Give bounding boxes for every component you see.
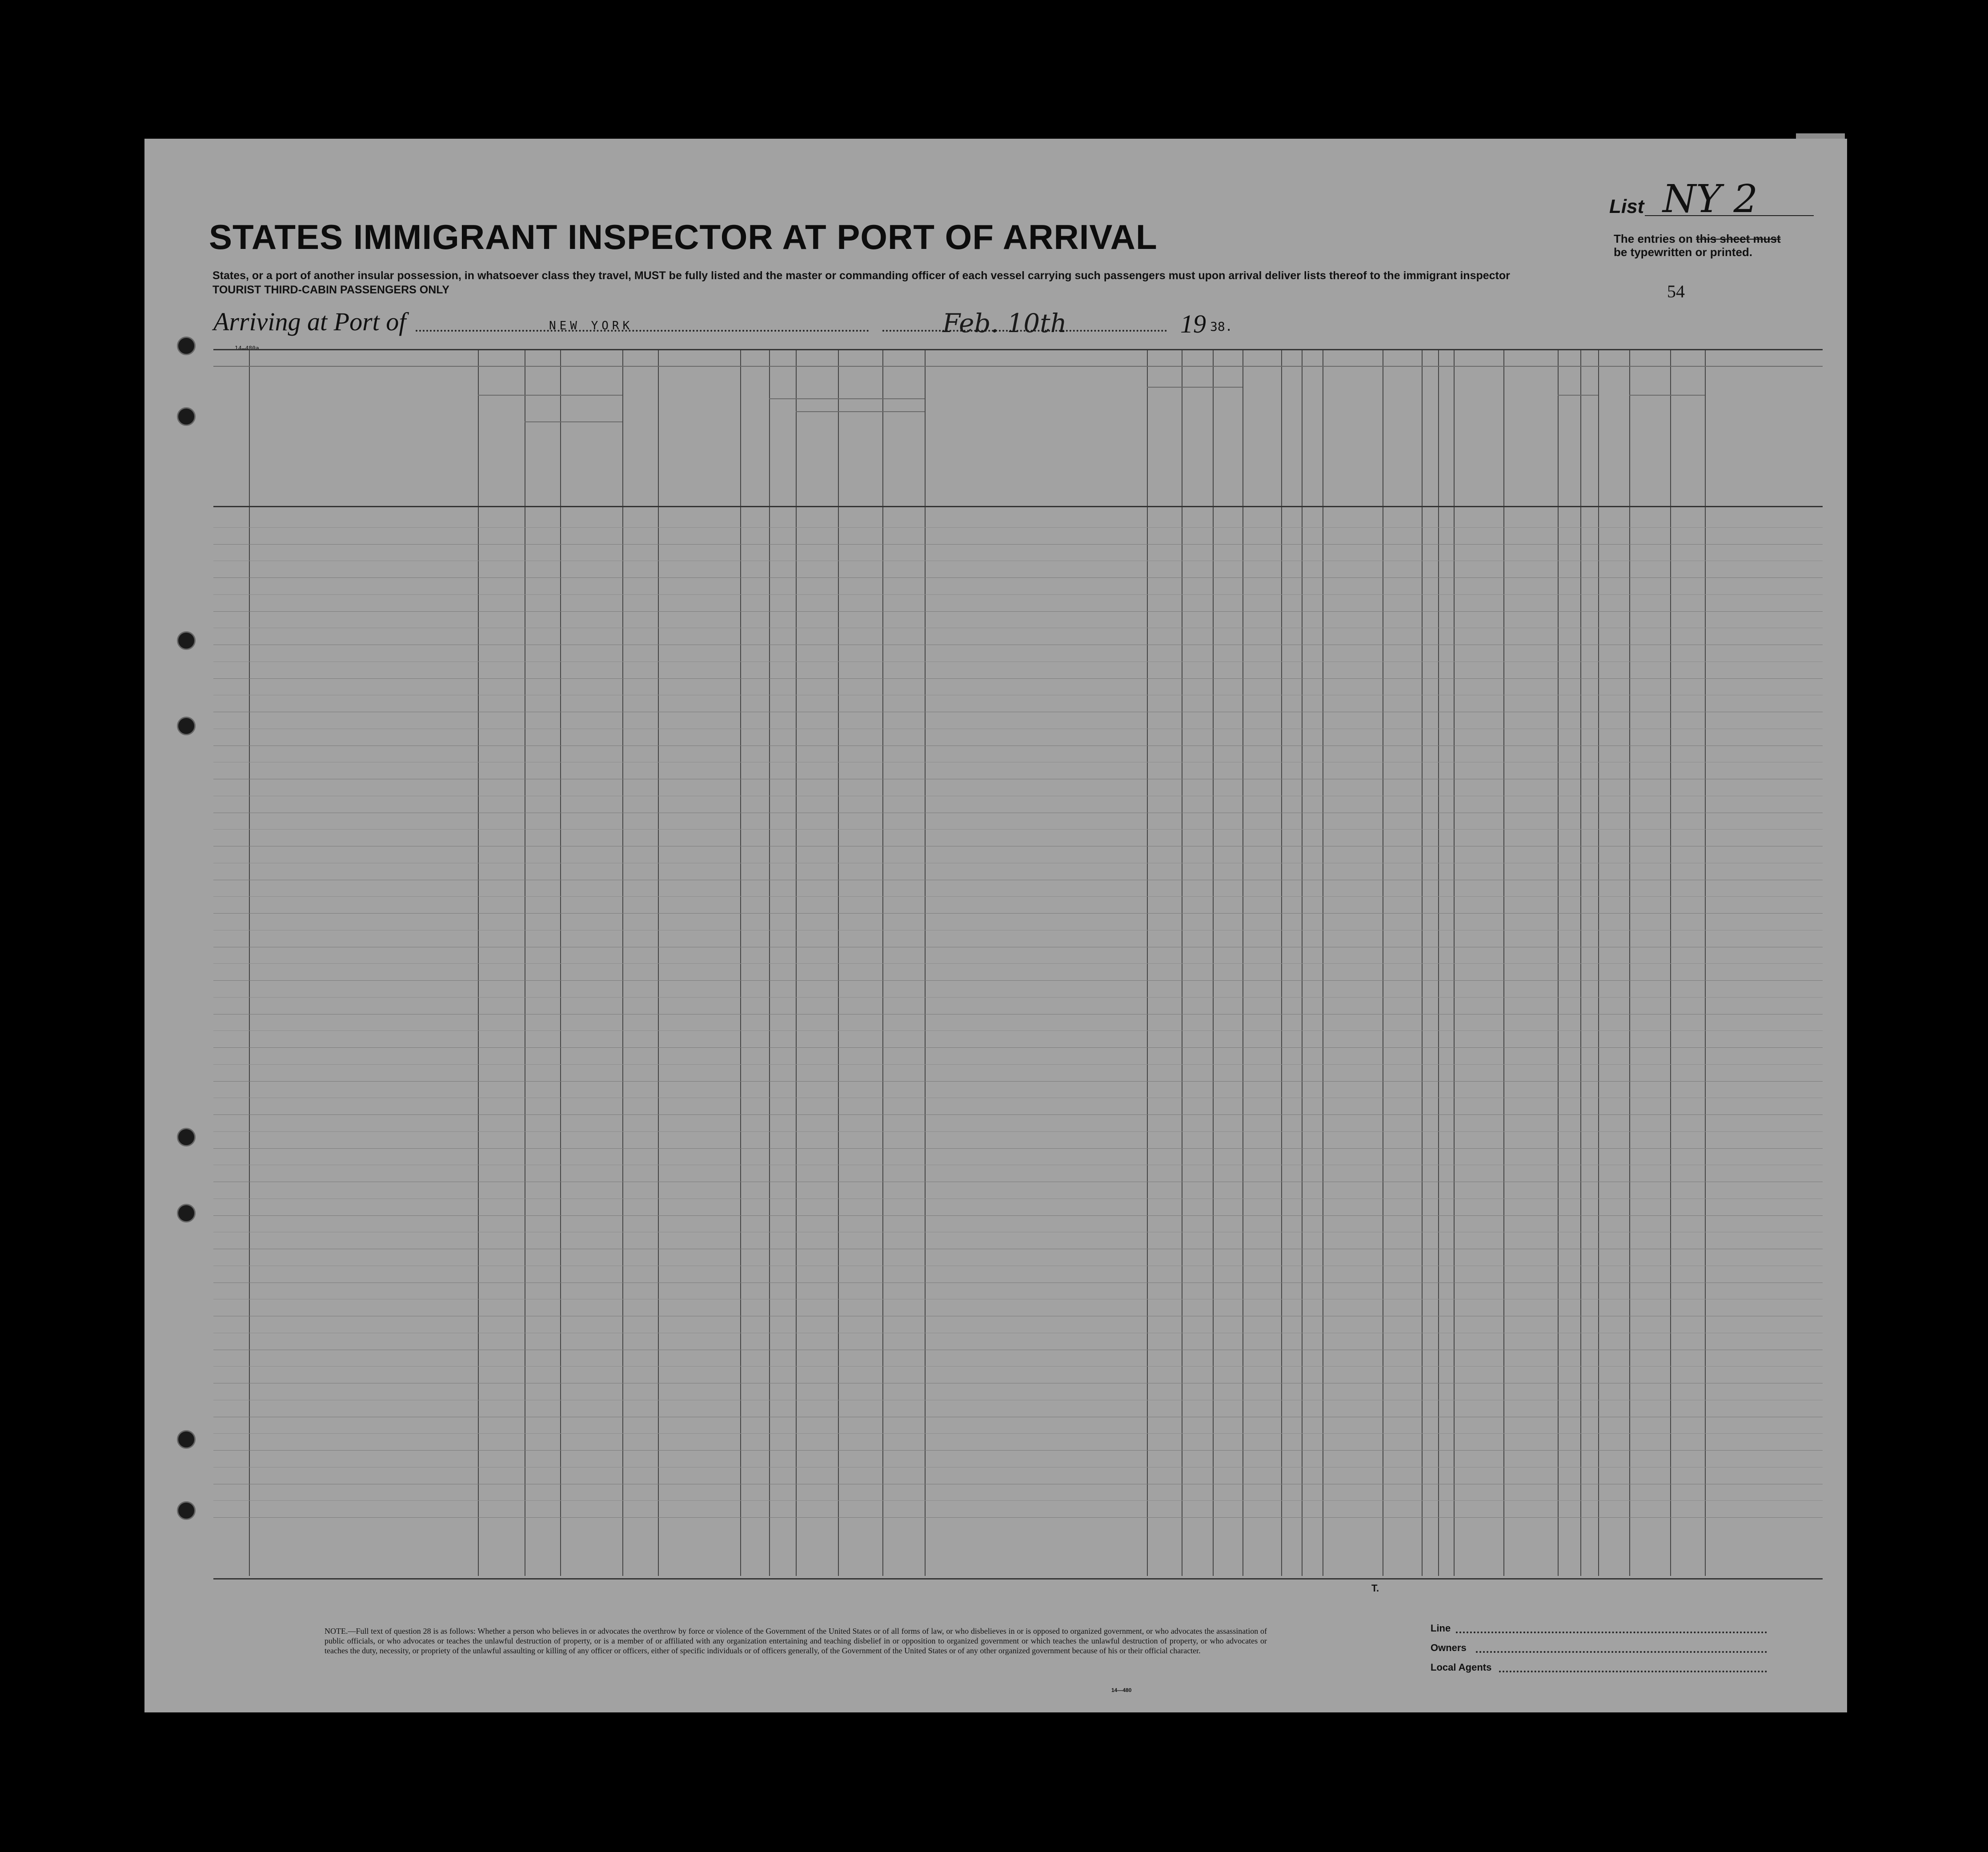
row-rule — [213, 1114, 1823, 1115]
port-value: NEW YORK — [549, 319, 633, 333]
form-title: STATES IMMIGRANT INSPECTOR AT PORT OF ARRIVAL — [209, 217, 1158, 257]
final-destination-rule — [478, 395, 622, 396]
punch-hole — [177, 631, 196, 650]
row-subrule — [213, 1366, 1823, 1367]
passenger-class: TOURIST THIRD-CABIN PASSENGERS ONLY — [212, 284, 449, 296]
form-number: 14—480a — [235, 345, 259, 352]
header-number-rule — [213, 366, 1823, 367]
row-rule — [213, 611, 1823, 612]
row-subrule — [213, 1131, 1823, 1132]
t-mark: T. — [1371, 1583, 1379, 1594]
agents-dotline — [1499, 1671, 1767, 1672]
q29-header — [1384, 372, 1420, 503]
purpose-c-header — [1214, 390, 1241, 504]
row-subrule — [213, 594, 1823, 595]
q31-header — [1440, 372, 1452, 503]
row-subrule — [213, 1433, 1823, 1434]
row-rule — [213, 1215, 1823, 1216]
purpose-rule — [1147, 387, 1242, 388]
color-of-rule — [1629, 395, 1705, 396]
row-rule — [213, 980, 1823, 981]
row-rule — [213, 913, 1823, 914]
manifest-table — [213, 349, 1823, 1579]
row-rule — [213, 678, 1823, 679]
question-28-note: NOTE.—Full text of question 28 is as follows: Whether a person who believes in or advocates the overthrow by force or violence of the Government of the United States or of all forms of law, or who disbelieves in or is opposed to organized government, or who advocates the assassination of public officials, or who advocates or teaches the unlawful destruction of property, or is a member of or affiliated with any organization entertaining and teaching disbelief in or opposition to organized government or which teaches the unlawful destruction of property, or who advocates or teaches the duty, necessity, or propriety of the unlawful assaulting or killing of any officer or officers, either of specific individuals or of officers generally, of the Government of the United States or of any other organized government because of his or their official character. — [325, 1627, 1267, 1655]
line-dotline — [1456, 1632, 1767, 1633]
punch-hole — [177, 1204, 196, 1223]
fifty-header — [742, 372, 767, 503]
punch-hole — [177, 1128, 196, 1146]
row-subrule — [213, 963, 1823, 964]
agents-label: Local Agents — [1431, 1662, 1492, 1673]
polygamist-header — [1283, 372, 1300, 503]
row-rule — [213, 1148, 1823, 1149]
ticket-header — [624, 372, 656, 503]
purpose-b-header — [1183, 390, 1211, 504]
arriving-label: Arriving at Port of — [213, 307, 406, 336]
list-underline — [1645, 215, 1814, 216]
list-label: List — [1609, 196, 1644, 217]
row-subrule — [213, 1500, 1823, 1501]
if-yes-rule — [796, 411, 925, 412]
row-rule — [213, 1450, 1823, 1451]
year-prefix: 19 — [1180, 309, 1206, 338]
row-rule — [213, 577, 1823, 578]
row-subrule — [213, 527, 1823, 528]
row-subrule — [213, 896, 1823, 897]
owners-label: Owners — [1431, 1642, 1467, 1653]
row-subrule — [213, 661, 1823, 662]
owners-dotline — [1476, 1651, 1767, 1653]
row-subrule — [213, 1064, 1823, 1065]
inches-header — [1582, 404, 1596, 501]
entries-note-strike: this sheet must — [1695, 232, 1781, 245]
q28-header — [1324, 372, 1381, 503]
year-suffix: 38. — [1210, 319, 1233, 334]
line-label: Line — [1431, 1623, 1451, 1634]
port-dotline — [416, 330, 869, 332]
row-rule — [213, 1047, 1823, 1048]
header-bottom-rule — [213, 506, 1823, 507]
arrival-date: Feb. 10th — [942, 308, 1067, 338]
punch-hole — [177, 1430, 196, 1449]
row-subrule — [213, 1030, 1823, 1031]
row-rule — [213, 1081, 1823, 1082]
feet-header — [1559, 404, 1579, 501]
purpose-a-header — [1149, 390, 1180, 504]
footer-form-number: 14—480 — [1111, 1687, 1132, 1693]
row-subrule — [213, 829, 1823, 830]
entries-note — [1614, 232, 1818, 259]
entries-note-2: be typewritten or printed. — [1614, 245, 1753, 259]
q30-header — [1423, 372, 1436, 503]
punch-hole — [177, 1501, 196, 1520]
form-subtitle: States, or a port of another insular possession, in whatsoever class they travel, MUST be fully listed and the master or commanding officer of each vessel carrying such passengers must upon arrival deliver lists thereof to the immigrant inspector — [212, 269, 1510, 282]
row-subrule — [213, 997, 1823, 998]
ever-before-rule — [769, 398, 925, 399]
row-rule — [213, 544, 1823, 545]
page-number: 54 — [1667, 281, 1685, 301]
anarchist-header — [1303, 372, 1321, 503]
punch-hole — [177, 717, 196, 735]
punch-hole — [177, 407, 196, 426]
punch-hole — [177, 337, 196, 355]
height-rule — [1558, 395, 1598, 396]
entries-note-1: The entries on — [1614, 232, 1693, 245]
list-value: NY 2 — [1663, 177, 1758, 221]
prison-header — [1244, 372, 1279, 503]
row-rule — [213, 1517, 1823, 1518]
in-usa-rule — [525, 421, 622, 422]
